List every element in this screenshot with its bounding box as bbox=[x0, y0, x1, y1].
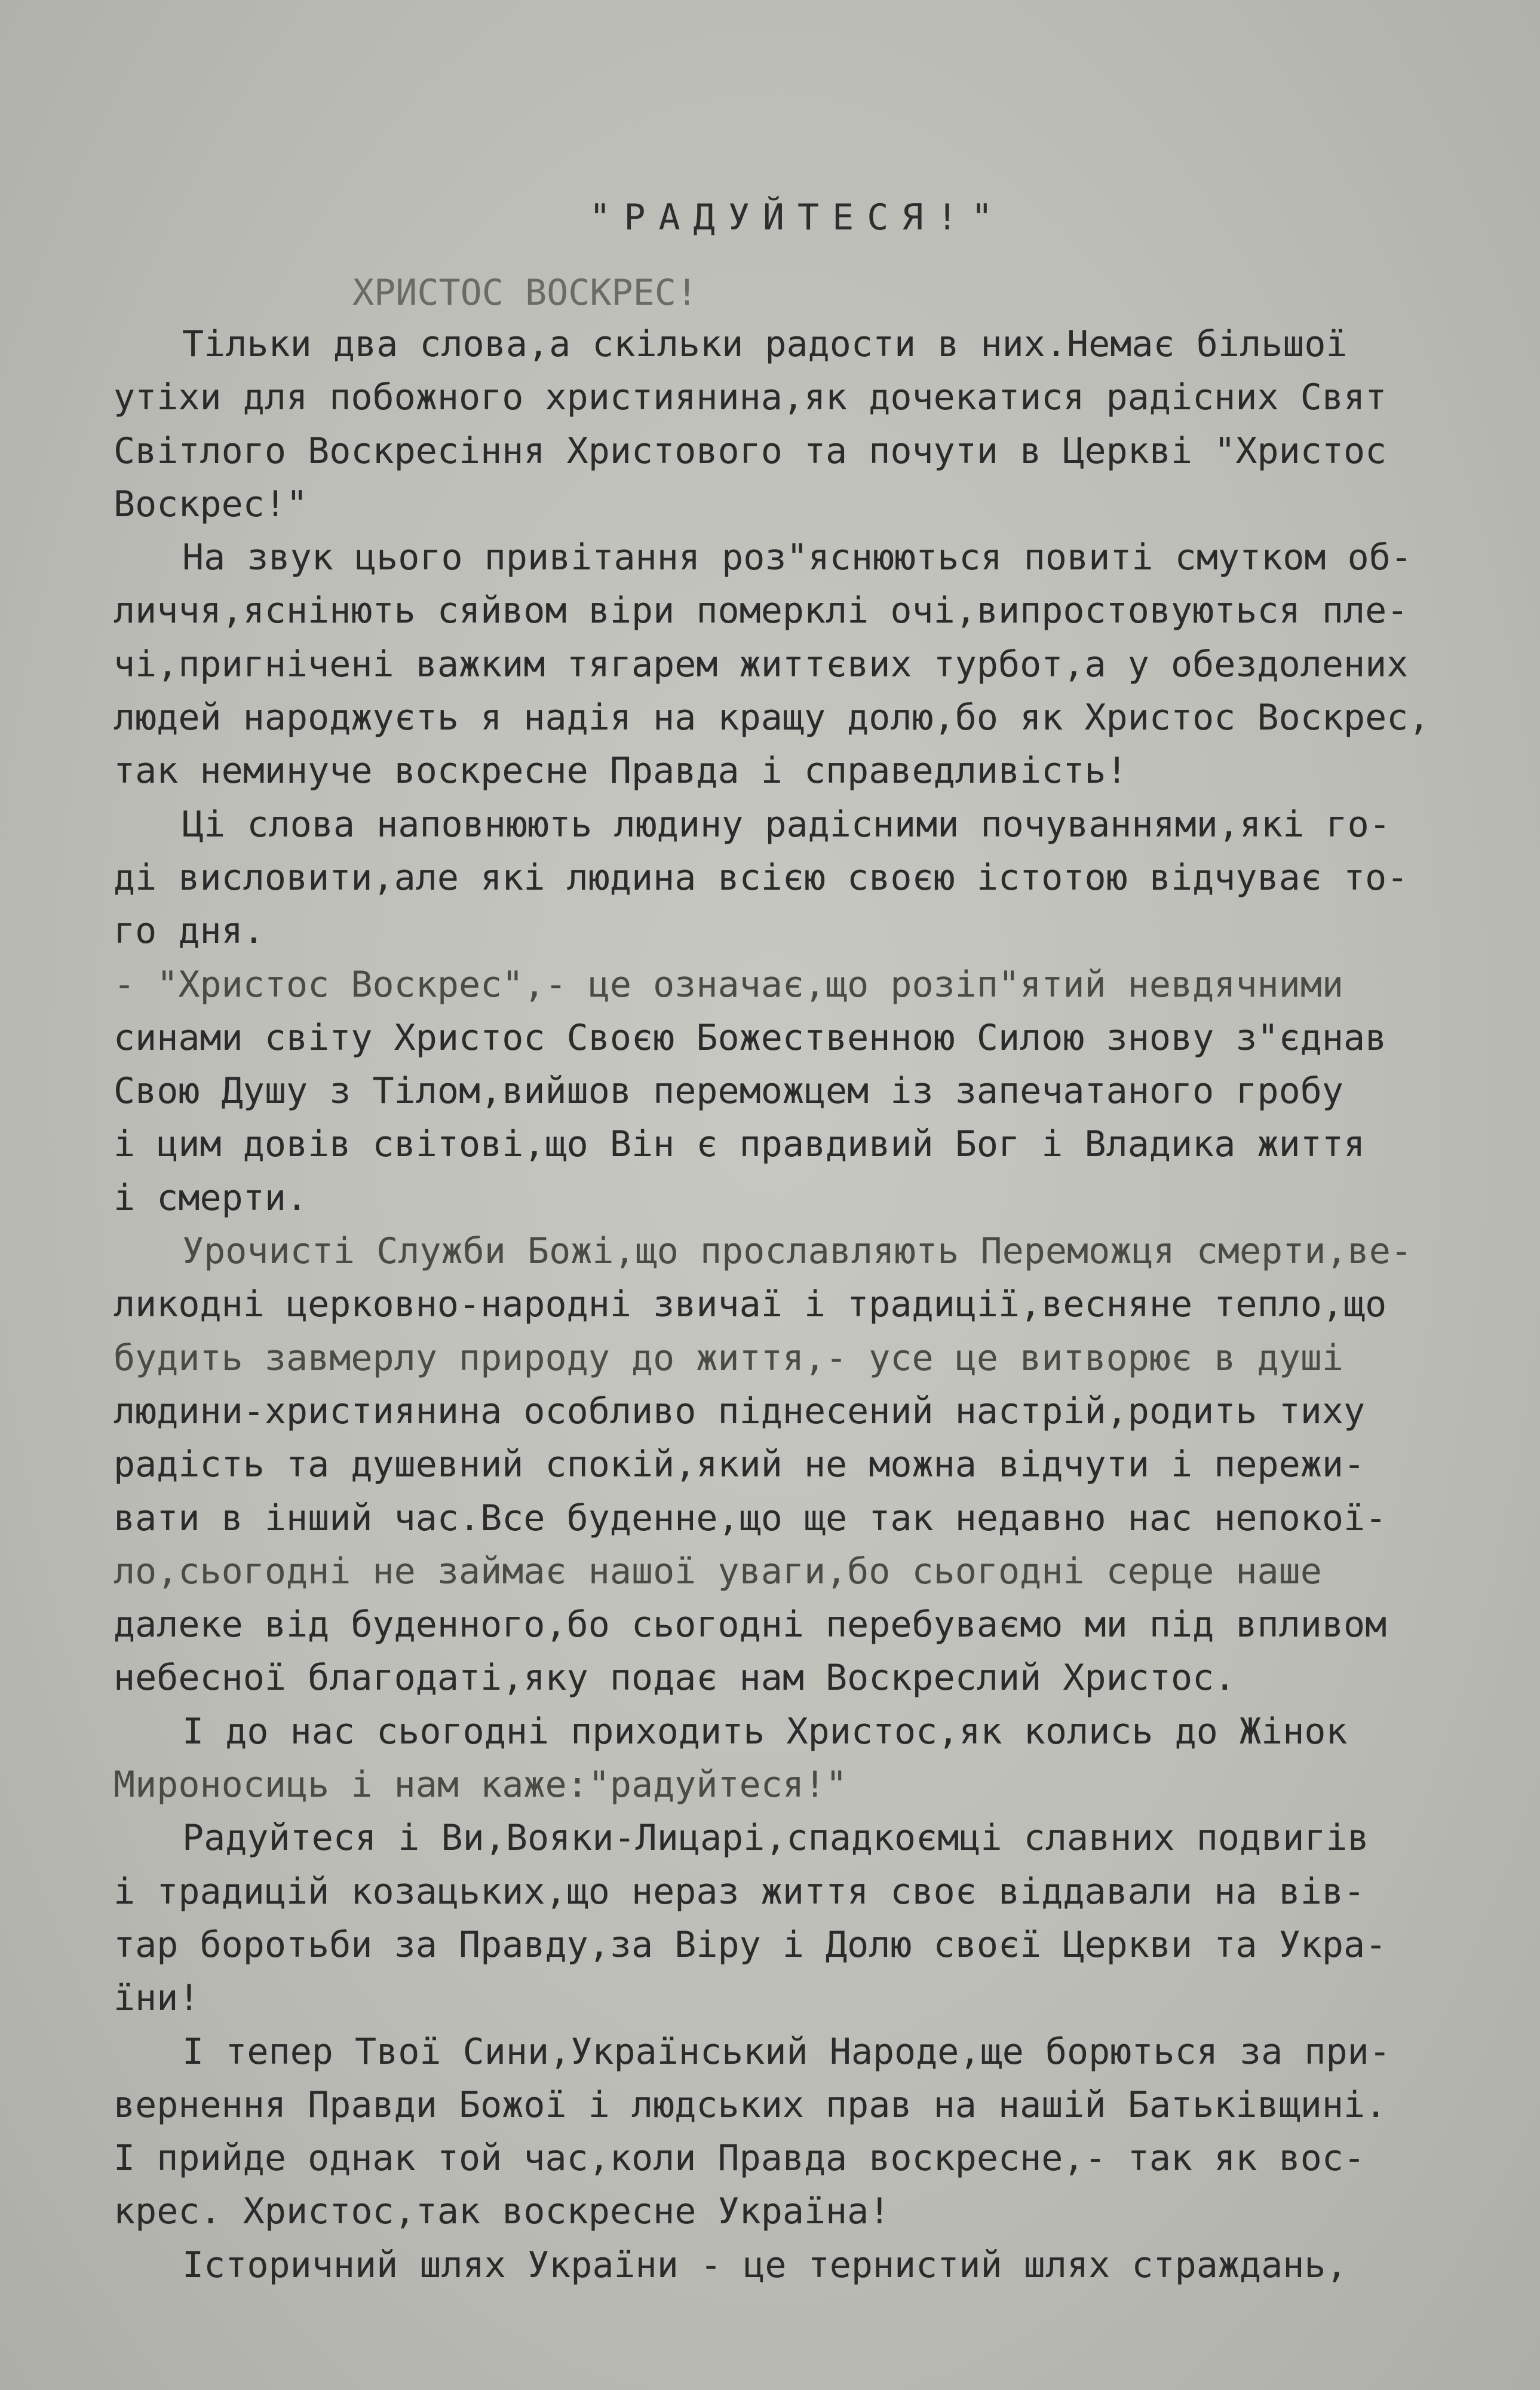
typewritten-sheet bbox=[113, 179, 1464, 2354]
text-line: будить завмерлу природу до життя,- усе це витворює в душі bbox=[113, 1337, 1344, 1379]
easter-greeting: ХРИСТОС ВОСКРЕС! bbox=[352, 272, 698, 314]
text-line: і цим довів світові,що Він є правдивий Бог і Владика життя bbox=[113, 1123, 1366, 1166]
text-line: І до нас сьогодні приходить Христос,як колись до Жінок bbox=[182, 1710, 1348, 1752]
text-line: людей народжуєть я надія на кращу долю,бо як Христос Воскрес, bbox=[113, 697, 1430, 739]
text-line: і смерти. bbox=[113, 1176, 308, 1219]
text-line: вернення Правди Божої і людських прав на нашій Батьківщині. bbox=[113, 2083, 1387, 2126]
text-line: Ці слова наповнюють людину радісними почуваннями,які го- bbox=[182, 803, 1391, 845]
text-line: І прийде однак той час,коли Правда воскресне,- так як вос- bbox=[113, 2137, 1366, 2180]
text-line: тар боротьби за Правду,за Віру і Долю своєї Церкви та Укра- bbox=[113, 1923, 1387, 1966]
document-title: "РАДУЙТЕСЯ!" bbox=[589, 197, 1006, 238]
text-line: небесної благодаті,яку подає нам Воскреслий Христос. bbox=[113, 1657, 1236, 1699]
text-line: І тепер Твої Сини,Український Народе,ще борються за при- bbox=[182, 2030, 1391, 2073]
text-line: го дня. bbox=[113, 910, 265, 952]
text-line: синами світу Христос Своєю Божественною Силою знову з"єднав bbox=[113, 1016, 1387, 1059]
text-line: Урочисті Служби Божі,що прославляють Переможця смерти,ве- bbox=[182, 1230, 1413, 1273]
text-line: людини-християнина особливо піднесений настрій,родить тиху bbox=[113, 1390, 1366, 1432]
text-line: утіхи для побожного християнина,як дочекатися радісних Свят bbox=[113, 376, 1387, 419]
text-line: радість та душевний спокій,який не можна відчути і пережи- bbox=[113, 1444, 1366, 1486]
text-line: Радуйтеся і Ви,Вояки-Лицарі,спадкоємці славних подвигів bbox=[182, 1817, 1369, 1859]
text-line: Історичний шлях України - це тернистий шлях страждань, bbox=[182, 2244, 1348, 2286]
text-line: так неминуче воскресне Правда і справедливість! bbox=[113, 750, 1128, 792]
text-line: чі,пригнічені важким тягарем життєвих турбот,а у обездолених bbox=[113, 643, 1409, 685]
body-text bbox=[113, 318, 1464, 2292]
text-line: - "Христос Воскрес",- це означає,що розіп"ятий невдячними bbox=[113, 963, 1344, 1006]
text-line: На звук цього привітання роз"яснюються повиті смутком об- bbox=[182, 537, 1413, 579]
text-line: ло,сьогодні не займає нашої уваги,бо сьогодні серце наше bbox=[113, 1550, 1322, 1592]
text-line: Тільки два слова,а скільки радости в них.Немає більшої bbox=[182, 323, 1348, 365]
text-line: Свою Душу з Тілом,вийшов переможцем із запечатаного гробу bbox=[113, 1070, 1344, 1113]
text-line: ді висловити,але які людина всією своєю істотою відчуває то- bbox=[113, 856, 1409, 899]
text-line: вати в інший час.Все буденне,що ще так недавно нас непокої- bbox=[113, 1497, 1387, 1539]
text-line: крес. Христос,так воскресне Україна! bbox=[113, 2190, 891, 2233]
text-line: далеке від буденного,бо сьогодні перебуваємо ми під впливом bbox=[113, 1604, 1387, 1646]
text-line: Мироносиць і нам каже:"радуйтеся!" bbox=[113, 1764, 848, 1806]
text-line: Світлого Воскресіння Христового та почути в Церкві "Христос bbox=[113, 430, 1387, 472]
text-line: їни! bbox=[113, 1977, 200, 2020]
text-line: Воскрес!" bbox=[113, 483, 308, 525]
text-line: личчя,яснінють сяйвом віри померклі очі,випростовуються пле- bbox=[113, 590, 1409, 632]
text-line: і традицій козацьких,що нераз життя своє віддавали на вів- bbox=[113, 1870, 1366, 1913]
text-line: ликодні церковно-народні звичаї і традиції,весняне тепло,що bbox=[113, 1283, 1387, 1326]
